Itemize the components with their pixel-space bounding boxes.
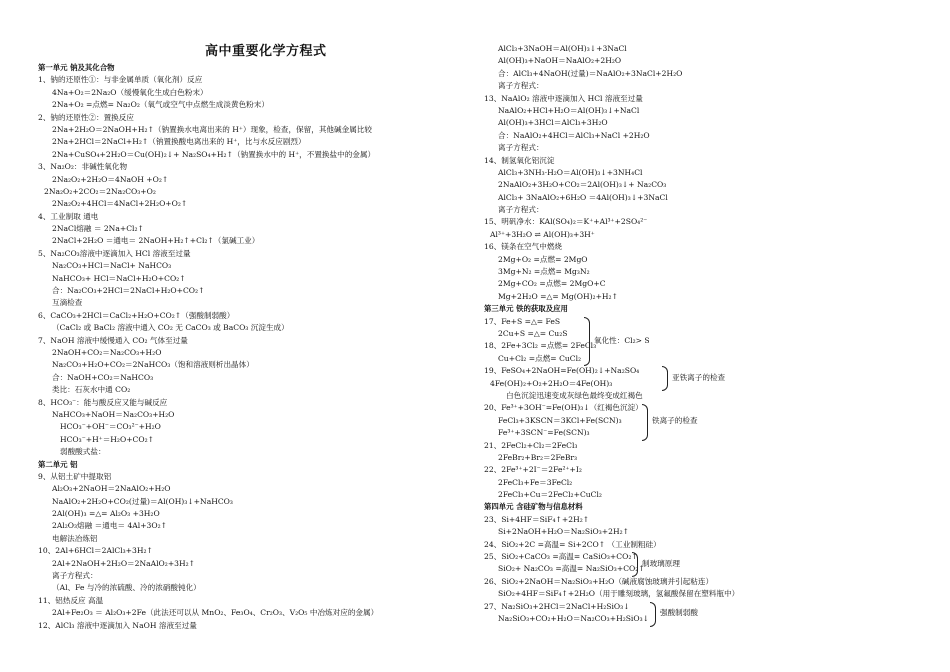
right-column-line: 白色沉淀迅速变成灰绿色最终变成红褐色 <box>506 390 643 400</box>
left-column-line: 9、从铝土矿中提取铝 <box>38 471 112 481</box>
right-column-line: 2Cu+S =△= Cu₂S <box>498 328 568 338</box>
right-column-line: 3Mg+N₂ =点燃= Mg₃N₂ <box>498 267 590 277</box>
right-column-line: 20、Fe³⁺+3OH⁻=Fe(OH)₃↓（红褐色沉淀） <box>484 403 643 413</box>
right-column-section-heading: 第三单元 铁的获取及应用 <box>484 304 568 314</box>
left-column-line: 2NaCl熔融 ＝ 2Na+Cl₂↑ <box>52 224 144 234</box>
left-column-line: 10、2Al+6HCl＝2AlCl₃+3H₂↑ <box>38 546 153 556</box>
right-column-line: Na₂SiO₃+CO₂+H₂O＝Na₂CO₃+H₂SiO₃↓ <box>498 613 649 623</box>
left-column-line: 2NaOH+CO₂＝Na₂CO₃+H₂O <box>52 347 162 357</box>
right-column-line: Mg+2H₂O =△= Mg(OH)₂+H₂↑ <box>498 291 618 301</box>
right-column-line: Al(OH)₃+3HCl＝AlCl₃+3H₂O <box>498 118 608 128</box>
left-column-line: 7、NaOH 溶液中缓慢通入 CO₂ 气体至过量 <box>38 335 188 345</box>
right-column-line: 21、2FeCl₂+Cl₂＝2FeCl₃ <box>484 440 578 450</box>
right-column-line: 23、Si+4HF＝SiF₄↑+2H₂↑ <box>484 514 590 524</box>
left-column-line: NaHCO₃+NaOH＝Na₂CO₃+H₂O <box>52 409 175 419</box>
right-column-line: 2FeBr₂+Br₂＝2FeBr₃ <box>498 452 578 462</box>
right-column-line: 17、Fe+S =△= FeS <box>484 316 561 326</box>
left-column-line: 离子方程式： <box>52 571 98 581</box>
left-column-line: 合：NaOH+CO₂＝NaHCO₃ <box>52 372 154 382</box>
brace-bracket <box>632 552 638 577</box>
left-column-line: 2Na+2H₂O＝2NaOH+H₂↑（钠置换水电离出来的 H⁺）现象，检查，保留，其他碱金属比较 <box>52 124 372 134</box>
left-column-line: 2Al+Fe₂O₃ ＝ Al₂O₃+2Fe（此法还可以从 MnO₂、Fe₃O₄、Cr₂O₃、V₂O₅ 中冶炼对应的金属） <box>52 608 379 618</box>
document-title: 高中重要化学方程式 <box>205 44 327 59</box>
right-column-section-heading: 第四单元 含硅矿物与信息材料 <box>484 502 583 512</box>
right-column-line: 26、SiO₂+2NaOH＝Na₂SiO₃+H₂O（碱液腐蚀玻璃并引起粘连） <box>484 576 714 586</box>
brace-bracket <box>662 366 668 391</box>
left-column-line: （CaCl₂ 或 BaCl₂ 溶液中通入 CO₂ 无 CaCO₃ 或 BaCO₃ 沉淀生成） <box>52 323 289 333</box>
right-column-line: Fe³⁺+3SCN⁻=Fe(SCN)₃ <box>498 428 590 438</box>
brace-bracket <box>584 317 590 367</box>
left-column-line: 3、Na₂O₂：非碱性氧化物 <box>38 162 128 172</box>
brace-annotation: 强酸制弱酸 <box>660 608 698 618</box>
brace-annotation: 制玻璃原理 <box>642 558 680 568</box>
left-column-line: 2Na+O₂ =点燃= Na₂O₂（氧气或空气中点燃生成淡黄色粉末） <box>52 100 269 110</box>
brace-bracket <box>642 404 648 441</box>
left-column-line: 类比：石灰水中通 CO₂ <box>52 385 131 395</box>
left-column-section-heading: 第一单元 钠及其化合物 <box>38 63 115 72</box>
left-column-line: 5、Na₂CO₃溶液中逐滴加入 HCl 溶液至过量 <box>38 248 191 258</box>
left-column-line: 8、HCO₃⁻：能与酸反应又能与碱反应 <box>38 397 168 407</box>
right-column-line: 2Mg+CO₂ =点燃= 2MgO+C <box>498 279 606 289</box>
right-column-line: SiO₂+ Na₂CO₃ =高温= Na₂SiO₃+CO₂↑ <box>498 564 645 574</box>
left-column-line: 2Na₂O₂+2H₂O＝4NaOH +O₂↑ <box>52 174 169 184</box>
left-column-line: 电解法冶炼铝 <box>52 533 98 543</box>
brace-annotation: 亚铁离子的检查 <box>672 372 726 382</box>
left-column-line: 1、钠的还原性①：与非金属单质（氧化剂）反应 <box>38 75 203 85</box>
left-column-line: 11、铝热反应 高温 <box>38 595 104 605</box>
right-column-line: Al(OH)₃+NaOH＝NaAlO₂+2H₂O <box>498 56 622 66</box>
right-column-line: 2NaAlO₂+3H₂O+CO₂＝2Al(OH)₃↓+ Na₂CO₃ <box>498 180 667 190</box>
brace-bracket <box>650 602 656 627</box>
right-column-line: 离子方程式： <box>498 205 544 215</box>
right-column-line: 4Fe(OH)₂+O₂+2H₂O＝4Fe(OH)₃ <box>490 378 613 388</box>
left-column-line: 12、AlCl₃ 溶液中逐滴加入 NaOH 溶液至过量 <box>38 620 197 630</box>
left-column-line: 4、工业制取 通电 <box>38 211 99 221</box>
right-column-line: AlCl₃+ 3NaAlO₂+6H₂O ＝4Al(OH)₃↓+3NaCl <box>498 192 668 202</box>
left-column-line: 2Na₂O₂+4HCl＝4NaCl+2H₂O+O₂↑ <box>52 199 188 209</box>
left-column-line: HCO₃⁻+H⁺＝H₂O+CO₂↑ <box>60 434 154 444</box>
left-column-line: 2Na+2HCl＝2NaCl+H₂↑（钠置换酸电离出来的 H⁺，比与水反应剧烈） <box>52 137 306 147</box>
right-column-line: 合：NaAlO₂+4HCl＝AlCl₃+NaCl +2H₂O <box>498 130 650 140</box>
left-column-line: Na₂CO₃+H₂O+CO₂＝2NaHCO₃（饱和溶液则析出晶体） <box>52 360 254 370</box>
left-column-line: 2、钠的还原性②：置换反应 <box>38 112 134 122</box>
right-column-line: 离子方程式： <box>498 143 544 153</box>
right-column-line: 19、FeSO₄+2NaOH=Fe(OH)₂↓+Na₂SO₄ <box>484 366 640 376</box>
right-column-line: AlCl₃+3NH₃·H₂O＝Al(OH)₃↓+3NH₄Cl <box>498 167 643 177</box>
right-column-line: Cu+Cl₂ =点燃= CuCl₂ <box>498 353 582 363</box>
left-column <box>38 62 470 632</box>
left-column-line: 2NaCl+2H₂O ＝通电＝ 2NaOH+H₂↑+Cl₂↑（氯碱工业） <box>52 236 260 246</box>
left-column-line: NaAlO₂+2H₂O+CO₂(过量)＝Al(OH)₃↓+NaHCO₃ <box>52 496 233 506</box>
left-column-section-heading: 第二单元 铝 <box>38 459 78 469</box>
right-column-line: FeCl₃+3KSCN＝3KCl+Fe(SCN)₃ <box>498 415 622 425</box>
left-column-line: 互滴检查 <box>52 298 83 308</box>
right-column-line: 合：AlCl₃+4NaOH(过量)＝NaAlO₂+3NaCl+2H₂O <box>498 68 683 78</box>
right-column-line: Si+2NaOH+H₂O＝Na₂SiO₃+2H₂↑ <box>498 527 630 537</box>
right-column-line: 2FeCl₃+Cu＝2FeCl₂+CuCl₂ <box>498 490 602 500</box>
right-column-line: 24、SiO₂+2C =高温= Si+2CO↑ （工业制粗硅） <box>484 539 661 549</box>
left-column-line: NaHCO₃+ HCl＝NaCl+H₂O+CO₂↑ <box>52 273 186 283</box>
left-column-line: Na₂CO₃+HCl＝NaCl+ NaHCO₃ <box>52 261 172 271</box>
right-column-line: 16、镁条在空气中燃烧 <box>484 242 563 252</box>
brace-annotation: 铁离子的检查 <box>652 416 698 426</box>
left-column-line: 合：Na₂CO₃+2HCl＝2NaCl+H₂O+CO₂↑ <box>52 286 205 296</box>
right-column-line: 25、SiO₂+CaCO₃ =高温= CaSiO₃+CO₂↑ <box>484 552 638 562</box>
right-column-line: 14、制氢氧化铝沉淀 <box>484 155 555 165</box>
right-column-line: AlCl₃+3NaOH＝Al(OH)₃↓+3NaCl <box>498 44 627 53</box>
right-column-line: 18、2Fe+3Cl₂ =点燃= 2FeCl₃ <box>484 341 597 351</box>
left-column-line: 6、CaCO₃+2HCl＝CaCl₂+H₂O+CO₂↑（强酸制弱酸） <box>38 310 235 320</box>
left-column-line: 2Na₂O₂+2CO₂＝2Na₂CO₃+O₂ <box>44 186 156 196</box>
right-column-line: 2Mg+O₂ =点燃= 2MgO <box>498 254 588 264</box>
left-column-line: 2Al+2NaOH+2H₂O＝2NaAlO₂+3H₂↑ <box>52 558 196 568</box>
left-column-line: 4Na+O₂＝2Na₂O（缓慢氧化生成白色粉末） <box>52 87 208 97</box>
left-column-line: （Al、Fe 与冷的浓硫酸、冷的浓硝酸钝化） <box>52 583 201 593</box>
right-column-line: NaAlO₂+HCl+H₂O＝Al(OH)₃↓+NaCl <box>498 105 640 115</box>
right-column-line: 13、NaAlO₂ 溶液中逐滴加入 HCl 溶液至过量 <box>484 93 643 103</box>
right-column-line: 22、2Fe³⁺+2I⁻＝2Fe²⁺+I₂ <box>484 465 582 475</box>
right-column-line: Al³⁺+3H₂O ⇌ Al(OH)₃+3H⁺ <box>490 229 595 239</box>
right-column <box>484 43 924 625</box>
right-column-line: 离子方程式： <box>498 81 544 91</box>
right-column-line: 2FeCl₃+Fe＝3FeCl₂ <box>498 477 573 487</box>
right-column-line: 27、Na₂SiO₃+2HCl＝2NaCl+H₂SiO₃↓ <box>484 601 630 611</box>
left-column-line: 2Al(OH)₃ =△= Al₂O₃ +3H₂O <box>52 509 160 519</box>
right-column-line: SiO₂+4HF＝SiF₄↑+2H₂O（用于雕刻玻璃，氢氟酸保留在塑料瓶中） <box>498 589 740 599</box>
left-column-line: 2Al₂O₃熔融 ＝通电＝ 4Al+3O₂↑ <box>52 521 168 531</box>
left-column-line: 2Na+CuSO₄+2H₂O＝Cu(OH)₂↓+ Na₂SO₄+H₂↑（钠置换水中的 H⁺，不置换盐中的金属） <box>52 149 376 159</box>
brace-annotation: 氧化性：Cl₂> S <box>594 335 650 345</box>
left-column-line: Al₂O₃+2NaOH＝2NaAlO₂+H₂O <box>52 484 171 494</box>
right-column-line: 15、明矾净水：KAl(SO₄)₂＝K⁺+Al³⁺+2SO₄²⁻ <box>484 217 648 227</box>
left-column-line: 弱酸酸式盐： <box>60 447 106 457</box>
left-column-line: HCO₃⁻+OH⁻＝CO₃²⁻+H₂O <box>60 422 161 432</box>
